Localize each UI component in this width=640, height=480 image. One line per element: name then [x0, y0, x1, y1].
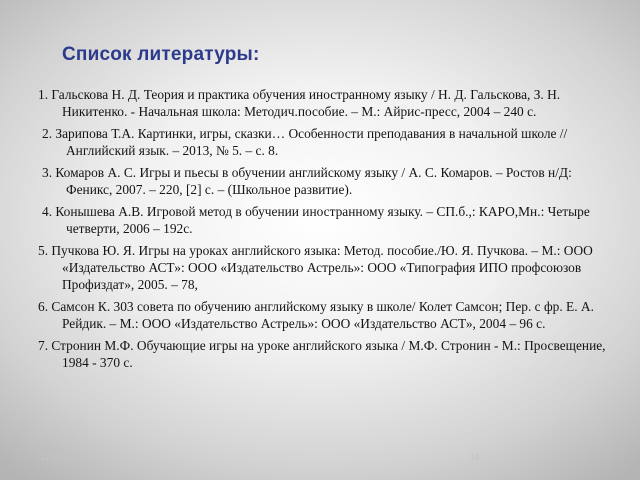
reference-item-1: 1. Гальскова Н. Д. Теория и практика обучения иностранному языку / Н. Д. Гальскова, З. Н. Никитенко. - Начальная школа: Методич.пособие. – М.: Айрис-пресс, 2004 – 240 с.	[38, 87, 561, 119]
reference-item-6: 6. Самсон К. 303 совета по обучению английскому языку в школе/ Колет Самсон; Пер. с фр. Е. А. Рейдик. – М.: ООО «Издательство Астрель»: ООО «Издательство АСТ», 2004 – 96 с.	[38, 299, 594, 331]
reference-item-7: 7. Стронин М.Ф. Обучающие игры на уроке английского языка / М.Ф. Стронин - М.: Просвещение, 1984 - 370 с.	[38, 338, 606, 370]
reference-item-4: 4. Конышева А.В. Игровой метод в обучении иностранному языку. – СП.б.,: КАРО,Мн.: Четыре четверти, 2006 – 192с.	[42, 204, 590, 236]
reference-item-3: 3. Комаров А. С. Игры и пьесы в обучении английскому языку / А. С. Комаров. – Ростов н/Д: Феникс, 2007. – 220, [2] с. – (Школьное развитие).	[42, 165, 572, 197]
slide-title: Список литературы:	[62, 44, 260, 65]
footer-page-number: 16	[470, 452, 481, 462]
reference-item-5: 5. Пучкова Ю. Я. Игры на уроках английского языка: Метод. пособие./Ю. Я. Пучкова. – М.: ООО «Издательство АСТ»: ООО «Издательство Астрель»: ООО «Типография ИПО профсоюзов Профиздат», 2005. – 78,	[38, 243, 593, 292]
reference-item-2: 2. Зарипова Т.А. Картинки, игры, сказки… Особенности преподавания в начальной школе // Английский язык. – 2013, № 5. – с. 8.	[42, 126, 568, 158]
reference-list	[38, 86, 606, 376]
footer-date: 12.03.2015	[40, 452, 86, 462]
